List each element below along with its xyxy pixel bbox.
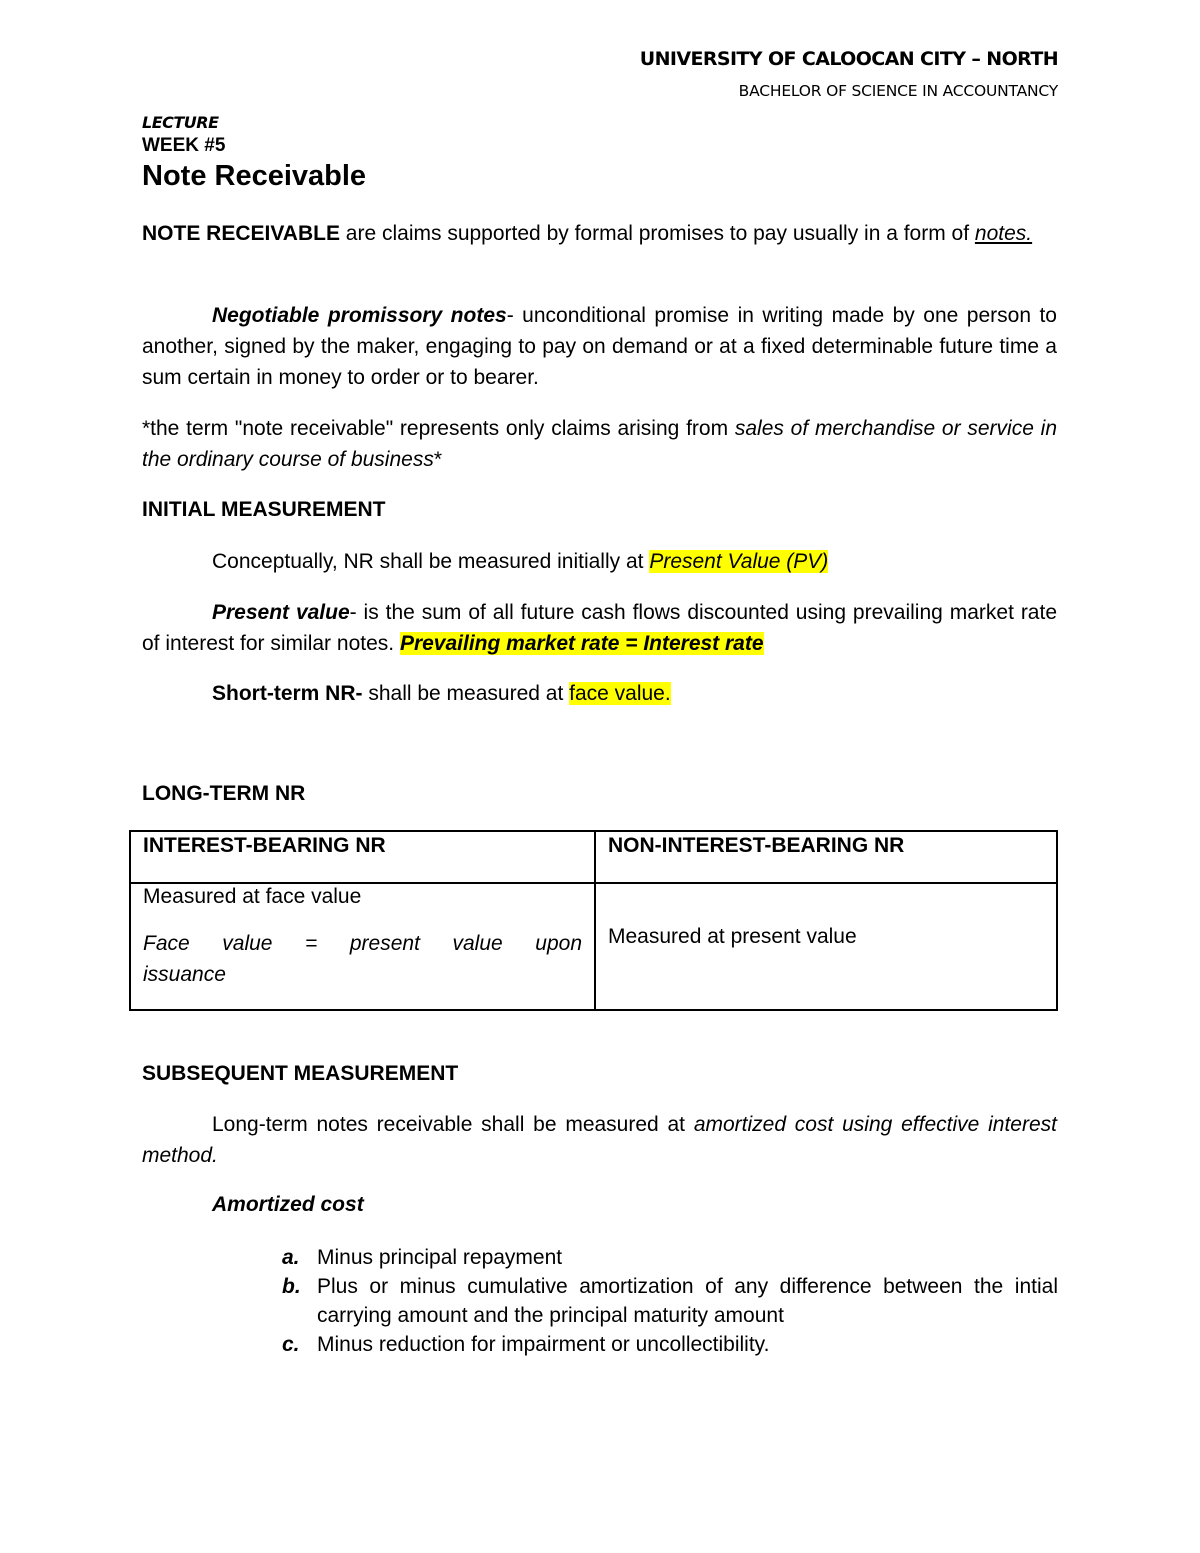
list-item bbox=[282, 1243, 1058, 1272]
short-term-text: shall be measured at bbox=[362, 682, 570, 705]
face-value-equation: Face value = present value upon issuance bbox=[143, 932, 582, 986]
face-value-highlight: face value. bbox=[569, 682, 671, 705]
present-value-line: Measured at present value bbox=[608, 924, 857, 948]
list-letter: c. bbox=[282, 1333, 300, 1356]
non-interest-bearing-header: NON-INTEREST-BEARING NR bbox=[595, 831, 1057, 883]
list-letter: a. bbox=[282, 1246, 300, 1269]
definition-text: are claims supported by formal promises to pay usually in a form of bbox=[339, 222, 975, 245]
notes-link: notes. bbox=[974, 222, 1033, 245]
long-term-heading: LONG-TERM NR bbox=[142, 782, 306, 805]
definition-paragraph bbox=[142, 218, 1057, 249]
table-row bbox=[130, 883, 1057, 1010]
market-rate-highlight: Prevailing market rate = Interest rate bbox=[399, 632, 764, 655]
subsequent-text: Long-term notes receivable shall be measured at bbox=[212, 1113, 694, 1136]
pv-highlight: Present Value (PV) bbox=[649, 550, 829, 573]
initial-heading: INITIAL MEASUREMENT bbox=[142, 498, 386, 521]
short-term-paragraph bbox=[142, 678, 1057, 709]
subsequent-paragraph bbox=[142, 1109, 1057, 1171]
amortized-cost-list bbox=[282, 1243, 1058, 1359]
note-paragraph bbox=[142, 413, 1057, 475]
page-title: Note Receivable bbox=[142, 160, 367, 192]
pv-text: - is the sum of all future cash flows discounted using prevailing market rate of interest for similar notes. bbox=[142, 601, 1057, 655]
definition-term: NOTE RECEIVABLE bbox=[142, 222, 340, 245]
short-term-label: Short-term NR- bbox=[212, 682, 363, 705]
week-label: WEEK #5 bbox=[142, 135, 226, 156]
note-text: *the term "note receivable" represents only claims arising from bbox=[142, 417, 735, 440]
program-name: BACHELOR OF SCIENCE IN ACCOUNTANCY bbox=[738, 82, 1058, 100]
pv-paragraph bbox=[142, 597, 1057, 659]
university-name: UNIVERSITY OF CALOOCAN CITY – NORTH bbox=[639, 48, 1058, 70]
table-header-row bbox=[130, 831, 1057, 883]
long-term-table bbox=[129, 830, 1058, 1011]
list-item bbox=[282, 1272, 1058, 1330]
interest-bearing-cell bbox=[130, 883, 595, 1010]
subsequent-heading: SUBSEQUENT MEASUREMENT bbox=[142, 1062, 459, 1085]
list-text: Plus or minus cumulative amortization of any difference between the intial carrying amount and the principal maturity amount bbox=[317, 1275, 1058, 1327]
list-text: Minus principal repayment bbox=[317, 1246, 563, 1269]
lecture-label: LECTURE bbox=[142, 113, 219, 132]
non-interest-bearing-cell bbox=[595, 883, 1057, 1010]
list-letter: b. bbox=[282, 1275, 301, 1298]
face-value-line: Measured at face value bbox=[143, 885, 362, 908]
interest-bearing-header: INTEREST-BEARING NR bbox=[130, 831, 595, 883]
note-end: * bbox=[433, 448, 443, 471]
list-item bbox=[282, 1330, 1058, 1359]
negotiable-term: Negotiable promissory notes bbox=[212, 304, 507, 327]
list-text: Minus reduction for impairment or uncollectibility. bbox=[317, 1333, 770, 1356]
concept-text: Conceptually, NR shall be measured initially at bbox=[212, 550, 650, 573]
subsequent-italic: amortized cost using effective interest method. bbox=[142, 1113, 1057, 1167]
note-italic: sales of merchandise or service in the ordinary course of business bbox=[142, 417, 1058, 471]
negotiable-paragraph bbox=[142, 300, 1057, 393]
pv-term: Present value bbox=[212, 601, 350, 624]
amortized-cost-heading: Amortized cost bbox=[212, 1193, 364, 1216]
concept-paragraph bbox=[142, 546, 1057, 577]
negotiable-text: - unconditional promise in writing made by one person to another, signed by the maker, engaging to pay on demand or at a fixed determinable future time a sum certain in money to order or to bearer. bbox=[142, 304, 1057, 389]
